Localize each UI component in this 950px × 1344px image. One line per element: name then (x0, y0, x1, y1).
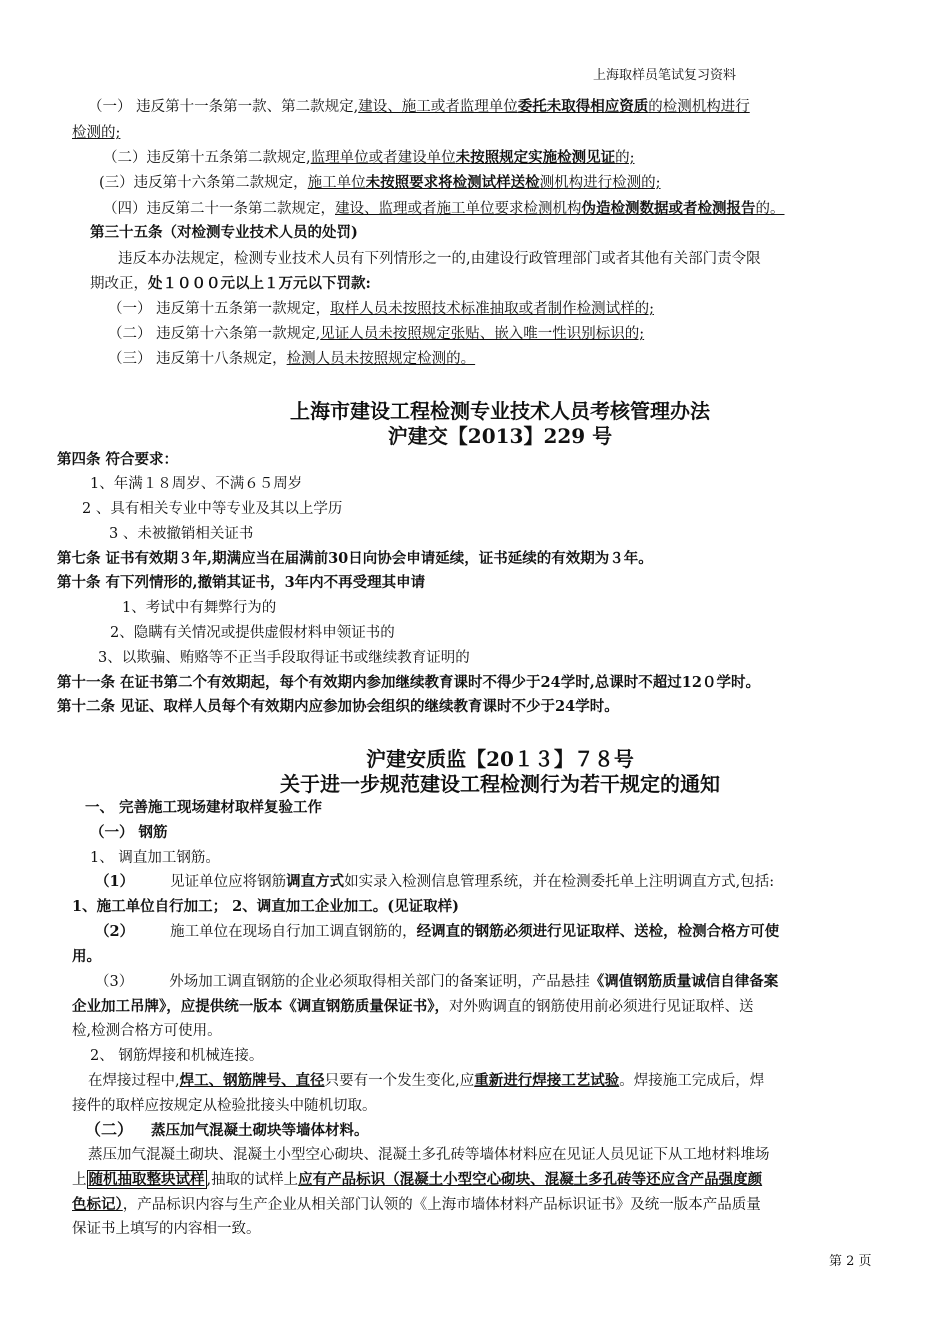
para-2: （2） 施工单位在现场自行加工调直钢筋的，经调直的钢筋必须进行见证取样、送检，检测合格方可使 (95, 923, 780, 940)
article-35-text: 违反本办法规定，检测专业技术人员有下列情形之一的,由建设行政管理部门或者其他有关部门责令限 (118, 251, 761, 267)
article-35-heading: 第三十五条（对检测专业技术人员的处罚) (90, 224, 358, 241)
para-3-cont: 企业加工吊牌》，应提供统一版本《调直钢筋质量保证书》，对外购调直的钢筋使用前必须进行见证取样、送 (72, 998, 754, 1015)
section-2-subtitle: 沪建交【2013】229 号 (387, 424, 613, 448)
para-3: （3） 外场加工调直钢筋的企业必须取得相关部门的备案证明，产品悬挂《调值钢筋质量诚信自律备案 (95, 973, 779, 990)
page-number: 第 2 页 (829, 1254, 872, 1269)
article-11: 第十一条 在证书第二个有效期起，每个有效期内参加继续教育课时不得少于24学时,总课时不超过12０学时。 (57, 674, 760, 691)
welding-para-cont: 接件的取样应按规定从检验批接头中随机切取。 (72, 1098, 377, 1114)
section-3-title: 沪建安质监【20１３】７８号 (366, 747, 634, 771)
heading-1: 一、 完善施工现场建材取样复验工作 (85, 799, 323, 816)
page-header: 上海取样员笔试复习资料 (593, 68, 737, 83)
article-10: 第十条 有下列情形的,撤销其证书，3年内不再受理其申请 (57, 574, 426, 591)
para-1: （1） 见证单位应将钢筋调直方式如实录入检测信息管理系统，并在检测委托单上注明调直方式,包括: (95, 873, 775, 890)
para-2-cont: 用。 (72, 948, 101, 965)
para-3-end: 检,检测合格方可使用。 (72, 1023, 222, 1039)
clause-4: （四）违反第二十一条第二款规定，建设、监理或者施工单位要求检测机构伪造检测数据或者检测报告的。 (103, 200, 785, 217)
clause-1-cont: 检测的; (72, 125, 121, 141)
article-4: 第四条 符合要求： (57, 451, 179, 468)
article-35-text-cont: 期改正，处１０００元以上１万元以下罚款: (90, 275, 371, 292)
welding-para: 在焊接过程中,焊工、钢筋牌号、直径只要有一个发生变化,应重新进行焊接工艺试验。焊接施工完成后，焊 (88, 1072, 765, 1089)
heading-1-1: （一） 钢筋 (90, 824, 168, 841)
heading-1-1-1: 1、 调直加工钢筋。 (90, 850, 220, 866)
para-1-cont: 1、施工单位自行加工； 2、调直加工企业加工。(见证取样) (72, 898, 459, 915)
clause-2: （二）违反第十五条第二款规定,监理单位或者建设单位未按照规定实施检测见证的; (103, 149, 635, 166)
clause-1: （一） 违反第十一条第一款、第二款规定,建设、施工或者监理单位委托未取得相应资质的检测机构进行 (88, 98, 750, 115)
masonry-para-4: 保证书上填写的内容相一致。 (72, 1221, 261, 1237)
article-12: 第十二条 见证、取样人员每个有效期内应参加协会组织的继续教育课时不少于24学时。 (57, 698, 619, 715)
clause-3: (三）违反第十六条第二款规定，施工单位未按照要求将检测试样送检测机构进行检测的; (99, 174, 661, 191)
penalty-item-1: （一） 违反第十五条第一款规定，取样人员未按照技术标准抽取或者制作检测试样的; (108, 301, 654, 317)
section-2-title: 上海市建设工程检测专业技术人员考核管理办法 (290, 399, 710, 423)
revoke-case-2: 2、隐瞒有关情况或提供虚假材料申领证书的 (110, 625, 395, 641)
penalty-item-2: （二） 违反第十六条第一款规定,见证人员未按照规定张贴、嵌入唯一性识别标识的; (108, 326, 645, 342)
masonry-para: 蒸压加气混凝土砌块、混凝土小型空心砌块、混凝土多孔砖等墙体材料应在见证人员见证下从工地材料堆场 (88, 1147, 770, 1163)
penalty-item-3: （三） 违反第十八条规定，检测人员未按照规定检测的。 (108, 351, 476, 367)
masonry-para-3: 色标记），产品标识内容与生产企业从相关部门认领的《上海市墙体材料产品标识证书》及统一版本产品质量 (72, 1196, 761, 1213)
requirement-2: 2 、具有相关专业中等专业及其以上学历 (82, 501, 343, 517)
heading-1-2: （二） 蒸压加气混凝土砌块等墙体材料。 (85, 1120, 369, 1139)
requirement-1: 1、年满１８周岁、不满６５周岁 (90, 476, 303, 492)
revoke-case-1: 1、考试中有舞弊行为的 (122, 600, 277, 616)
section-3-subtitle: 关于进一步规范建设工程检测行为若干规定的通知 (280, 772, 720, 796)
article-7: 第七条 证书有效期３年,期满应当在届满前30日向协会申请延续，证书延续的有效期为３年。 (57, 550, 653, 567)
requirement-3: 3 、未被撤销相关证书 (109, 526, 254, 542)
heading-1-1-2: 2、 钢筋焊接和机械连接。 (90, 1048, 264, 1064)
revoke-case-3: 3、以欺骗、贿赂等不正当手段取得证书或继续教育证明的 (98, 650, 470, 666)
masonry-para-2: 上 随机抽取整块试样 ,抽取的试样上应有产品标识（混凝土小型空心砌块、混凝土多孔砖等还应含产品强度颜 (72, 1171, 763, 1188)
